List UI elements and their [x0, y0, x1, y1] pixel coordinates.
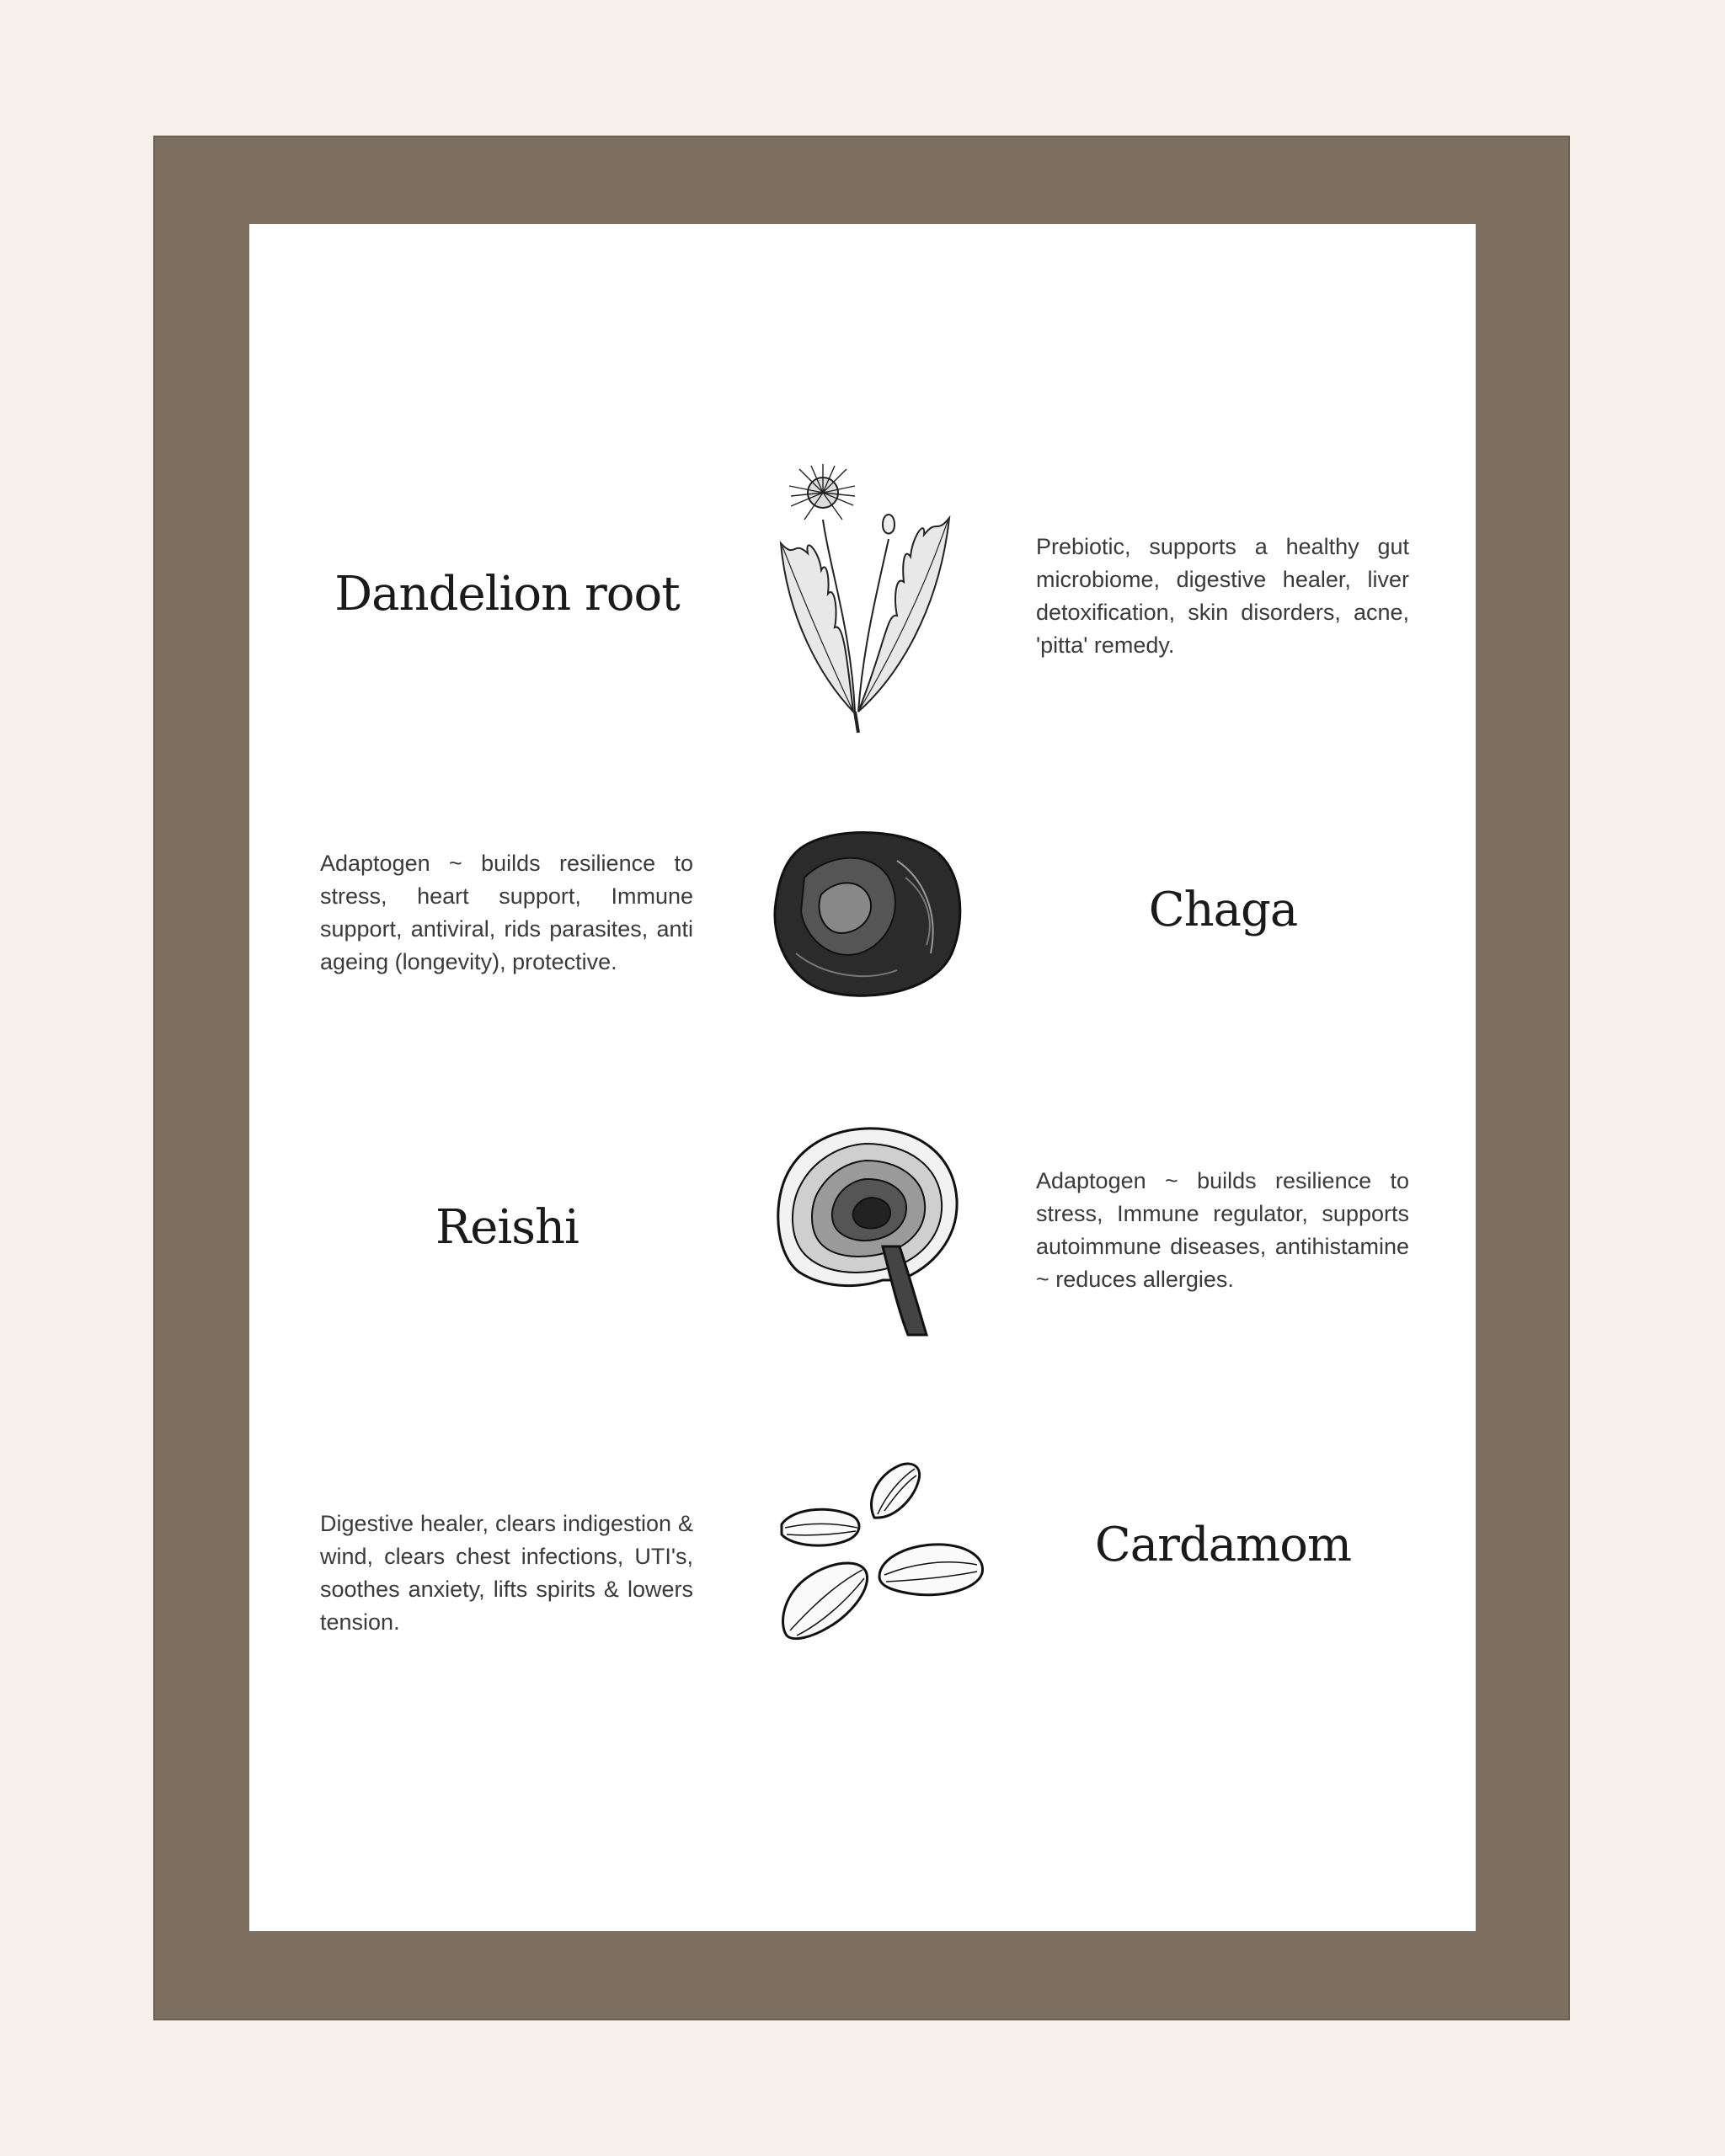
- reishi-icon: [773, 1120, 960, 1337]
- herb-description-dandelion: Prebiotic, supports a healthy gut microbiome, digestive healer, liver detoxification, skin disorders, acne, 'pitta' remedy.: [1036, 534, 1409, 658]
- chaga-icon: [771, 827, 964, 1000]
- herb-name-cardamom: Cardamom: [1094, 1518, 1352, 1572]
- herb-name-reishi: Reishi: [435, 1200, 579, 1255]
- herb-name-chaga: Chaga: [1148, 883, 1298, 937]
- herb-description-reishi: Adaptogen ~ builds resilience to stress, Immune regulator, supports autoimmune diseases, antihistamine ~ reduces allergies.: [1036, 1168, 1409, 1292]
- herb-description-chaga: Adaptogen ~ builds resilience to stress, heart support, Immune support, antiviral, rids parasites, anti ageing (longevity), protective.: [320, 851, 693, 974]
- cardamom-icon: [775, 1459, 987, 1644]
- dandelion-icon: [771, 459, 960, 733]
- herb-name-dandelion: Dandelion root: [334, 567, 680, 622]
- herb-description-cardamom: Digestive healer, clears indigestion & wind, clears chest infections, UTI's, soothes anxiety, lifts spirits & lowers tension.: [320, 1511, 693, 1635]
